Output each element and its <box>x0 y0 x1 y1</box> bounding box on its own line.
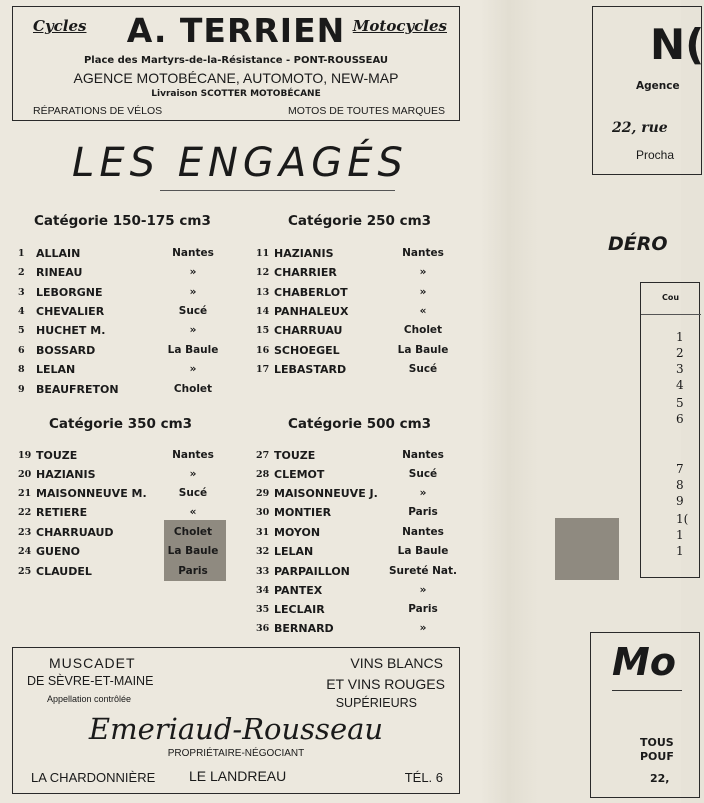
title-underline <box>160 190 395 191</box>
list-item <box>18 246 228 265</box>
entry-name: LELAN <box>274 545 314 558</box>
entry-number: 25 <box>18 566 32 577</box>
category-heading-350: Catégorie 350 cm3 <box>49 416 193 432</box>
entry-city: » <box>419 584 427 596</box>
entry-city: Nantes <box>172 247 214 259</box>
list-item <box>256 621 466 640</box>
right-advert-agence: Agence <box>636 80 680 92</box>
right-table-number: 5 <box>676 396 684 410</box>
right-bottom-pour: POUF <box>640 750 674 763</box>
category-heading-500: Catégorie 500 cm3 <box>288 416 432 432</box>
entry-number: 5 <box>18 325 25 336</box>
vins-rouges-label: ET VINS ROUGES <box>326 676 445 692</box>
entry-number: 36 <box>256 623 270 634</box>
entry-name: PANTEX <box>274 584 323 597</box>
entry-name: TOUZE <box>36 449 78 462</box>
list-item <box>18 343 228 362</box>
page-gutter <box>480 0 538 803</box>
right-table-number: 8 <box>676 478 684 492</box>
entry-number: 4 <box>18 306 25 317</box>
emeriaud-advert <box>12 647 460 794</box>
entry-name: PANHALEUX <box>274 305 349 318</box>
entry-city: « <box>419 305 427 317</box>
entry-name: LEBASTARD <box>274 363 347 376</box>
entry-city: Paris <box>408 506 438 518</box>
list-item <box>256 448 466 467</box>
right-section-heading: DÉRO <box>608 233 668 255</box>
list-item <box>18 505 228 524</box>
right-table-number: 2 <box>676 346 684 360</box>
list-item <box>256 505 466 524</box>
town-label: LE LANDREAU <box>189 768 287 784</box>
entry-number: 15 <box>256 325 270 336</box>
superieurs-label: SUPÉRIEURS <box>335 696 417 710</box>
list-item <box>256 602 466 621</box>
entry-number: 8 <box>18 364 25 375</box>
entry-city: » <box>419 266 427 278</box>
entry-city: Nantes <box>402 449 444 461</box>
right-bottom-advert-title: Mo <box>612 640 676 684</box>
entry-city: Sucé <box>408 363 438 375</box>
entry-name: LELAN <box>36 363 76 376</box>
entry-name: CHARRUAUD <box>36 526 114 539</box>
entry-number: 20 <box>18 469 32 480</box>
entry-number: 31 <box>256 527 270 538</box>
list-item <box>18 362 228 381</box>
advert-brands: MOTOS DE TOUTES MARQUES <box>288 105 445 117</box>
entry-name: MONTIER <box>274 506 332 519</box>
entry-number: 21 <box>18 488 32 499</box>
entry-name: CLEMOT <box>274 468 325 481</box>
list-item <box>18 467 228 486</box>
list-item <box>18 448 228 467</box>
entry-number: 14 <box>256 306 270 317</box>
entry-city: » <box>419 487 427 499</box>
entry-number: 30 <box>256 507 270 518</box>
entry-number: 29 <box>256 488 270 499</box>
entry-number: 13 <box>256 287 270 298</box>
right-bottom-advert-underline <box>612 690 682 691</box>
entry-city: Nantes <box>172 449 214 461</box>
list-item <box>256 544 466 563</box>
entry-city: Paris <box>178 565 208 577</box>
appellation-label: Appellation contrôlée <box>47 694 132 704</box>
entry-number: 24 <box>18 546 32 557</box>
entry-number: 32 <box>256 546 270 557</box>
terrien-advert <box>12 6 460 121</box>
entry-number: 22 <box>18 507 32 518</box>
right-table-number: 6 <box>676 412 684 426</box>
cycles-label: Cycles <box>33 17 87 35</box>
list-item <box>256 525 466 544</box>
advert-header <box>13 7 459 55</box>
gray-highlight-block <box>555 518 619 580</box>
right-advert-procha: Procha <box>636 148 675 162</box>
entry-number: 16 <box>256 345 270 356</box>
list-item <box>256 486 466 505</box>
entry-city: Paris <box>408 603 438 615</box>
entry-city: La Baule <box>167 344 219 356</box>
place-label: LA CHARDONNIÈRE <box>31 770 156 785</box>
entry-number: 27 <box>256 450 270 461</box>
list-item <box>18 564 228 583</box>
telephone-label: TÉL. 6 <box>404 770 443 785</box>
right-advert-street: 22, rue <box>612 120 668 136</box>
entry-number: 17 <box>256 364 270 375</box>
entry-city: » <box>189 468 197 480</box>
entry-name: BERNARD <box>274 622 334 635</box>
entry-name: CHABERLOT <box>274 286 348 299</box>
advert-agency: AGENCE MOTOBÉCANE, AUTOMOTO, NEW-MAP <box>73 70 399 86</box>
entry-city: » <box>189 363 197 375</box>
list-item <box>256 323 466 342</box>
proprietaire-label: PROPRIÉTAIRE-NÉGOCIANT <box>167 748 305 759</box>
entry-city: Cholet <box>173 383 213 395</box>
muscadet-label: MUSCADET <box>49 655 136 671</box>
entry-name: HAZIANIS <box>274 247 334 260</box>
right-table-number: 9 <box>676 494 684 508</box>
list-item <box>18 544 228 563</box>
entry-city: Cholet <box>403 324 443 336</box>
list-item <box>256 583 466 602</box>
entry-name: CHEVALIER <box>36 305 105 318</box>
right-table-number: 1 <box>676 528 684 542</box>
motocycles-label: Motocycles <box>352 17 447 35</box>
list-item <box>256 467 466 486</box>
category-heading-250: Catégorie 250 cm3 <box>288 213 432 229</box>
entry-city: Nantes <box>402 526 444 538</box>
entry-number: 9 <box>18 384 25 395</box>
entry-city: » <box>189 266 197 278</box>
entry-city: » <box>189 286 197 298</box>
right-table-number: 4 <box>676 378 684 392</box>
entry-number: 11 <box>256 248 270 259</box>
right-advert-title: N( <box>650 20 704 69</box>
entry-city: » <box>419 286 427 298</box>
right-table-number: 1( <box>676 512 689 526</box>
entry-name: CLAUDEL <box>36 565 92 578</box>
advert-repairs: RÉPARATIONS DE VÉLOS <box>33 105 163 117</box>
advert-business-name: Emeriaud-Rousseau <box>88 712 384 746</box>
list-item <box>18 304 228 323</box>
right-bottom-address: 22, <box>650 772 670 785</box>
entry-number: 1 <box>18 248 25 259</box>
entry-city: » <box>419 622 427 634</box>
entry-name: MAISONNEUVE M. <box>36 487 147 500</box>
entry-number: 2 <box>18 267 25 278</box>
list-item <box>256 285 466 304</box>
list-item <box>18 525 228 544</box>
entry-number: 12 <box>256 267 270 278</box>
list-item <box>18 265 228 284</box>
entry-name: MAISONNEUVE J. <box>274 487 378 500</box>
entry-name: CHARRIER <box>274 266 337 279</box>
entry-number: 35 <box>256 604 270 615</box>
entry-number: 19 <box>18 450 32 461</box>
category-heading-150: Catégorie 150-175 cm3 <box>34 213 211 229</box>
entry-name: GUENO <box>36 545 81 558</box>
entry-name: HUCHET M. <box>36 324 106 337</box>
entry-number: 6 <box>18 345 25 356</box>
entry-number: 3 <box>18 287 25 298</box>
entry-city: Sucé <box>178 487 208 499</box>
entry-name: BEAUFRETON <box>36 383 119 396</box>
entry-city: La Baule <box>397 545 449 557</box>
list-item <box>18 323 228 342</box>
list-item <box>18 382 228 401</box>
right-bottom-tous: TOUS <box>640 736 674 749</box>
vins-blancs-label: VINS BLANCS <box>350 655 443 671</box>
right-table-header: Cou <box>662 293 680 302</box>
entry-city: La Baule <box>397 344 449 356</box>
entry-city: Sucé <box>408 468 438 480</box>
entry-number: 34 <box>256 585 270 596</box>
list-item <box>256 246 466 265</box>
entry-name: TOUZE <box>274 449 316 462</box>
entry-city: Nantes <box>402 247 444 259</box>
entry-name: SCHOEGEL <box>274 344 340 357</box>
list-item <box>256 564 466 583</box>
entry-name: HAZIANIS <box>36 468 96 481</box>
entry-city: Sucé <box>178 305 208 317</box>
entry-name: LECLAIR <box>274 603 325 616</box>
entry-name: LEBORGNE <box>36 286 103 299</box>
right-table-number: 1 <box>676 544 684 558</box>
right-table-divider <box>641 314 701 315</box>
list-item <box>18 285 228 304</box>
list-item <box>256 265 466 284</box>
sevre-maine-label: DE SÈVRE-ET-MAINE <box>27 674 154 688</box>
advert-delivery: Livraison SCOTTER MOTOBÉCANE <box>151 89 321 99</box>
page-title: LES ENGAGÉS <box>72 140 408 186</box>
list-item <box>18 486 228 505</box>
entry-name: MOYON <box>274 526 321 539</box>
entry-name: BOSSARD <box>36 344 96 357</box>
entry-city: La Baule <box>167 545 219 557</box>
entry-city: Cholet <box>173 526 213 538</box>
entry-city: « <box>189 506 197 518</box>
entry-city: » <box>189 324 197 336</box>
list-item <box>256 304 466 323</box>
entry-number: 33 <box>256 566 270 577</box>
entry-name: CHARRUAU <box>274 324 343 337</box>
entry-name: ALLAIN <box>36 247 81 260</box>
right-table-number: 7 <box>676 462 684 476</box>
advert-business-name: A. TERRIEN <box>126 11 346 50</box>
entry-number: 28 <box>256 469 270 480</box>
entry-name: RINEAU <box>36 266 83 279</box>
entry-name: RETIERE <box>36 506 88 519</box>
right-table-number: 3 <box>676 362 684 376</box>
advert-address: Place des Martyrs-de-la-Résistance - PONT-ROUSSEAU <box>83 55 389 66</box>
entry-number: 23 <box>18 527 32 538</box>
right-table-number: 1 <box>676 330 684 344</box>
entry-city: Sureté Nat. <box>388 565 457 577</box>
right-table-box <box>640 282 700 578</box>
list-item <box>256 343 466 362</box>
entry-name: PARPAILLON <box>274 565 350 578</box>
list-item <box>256 362 466 381</box>
